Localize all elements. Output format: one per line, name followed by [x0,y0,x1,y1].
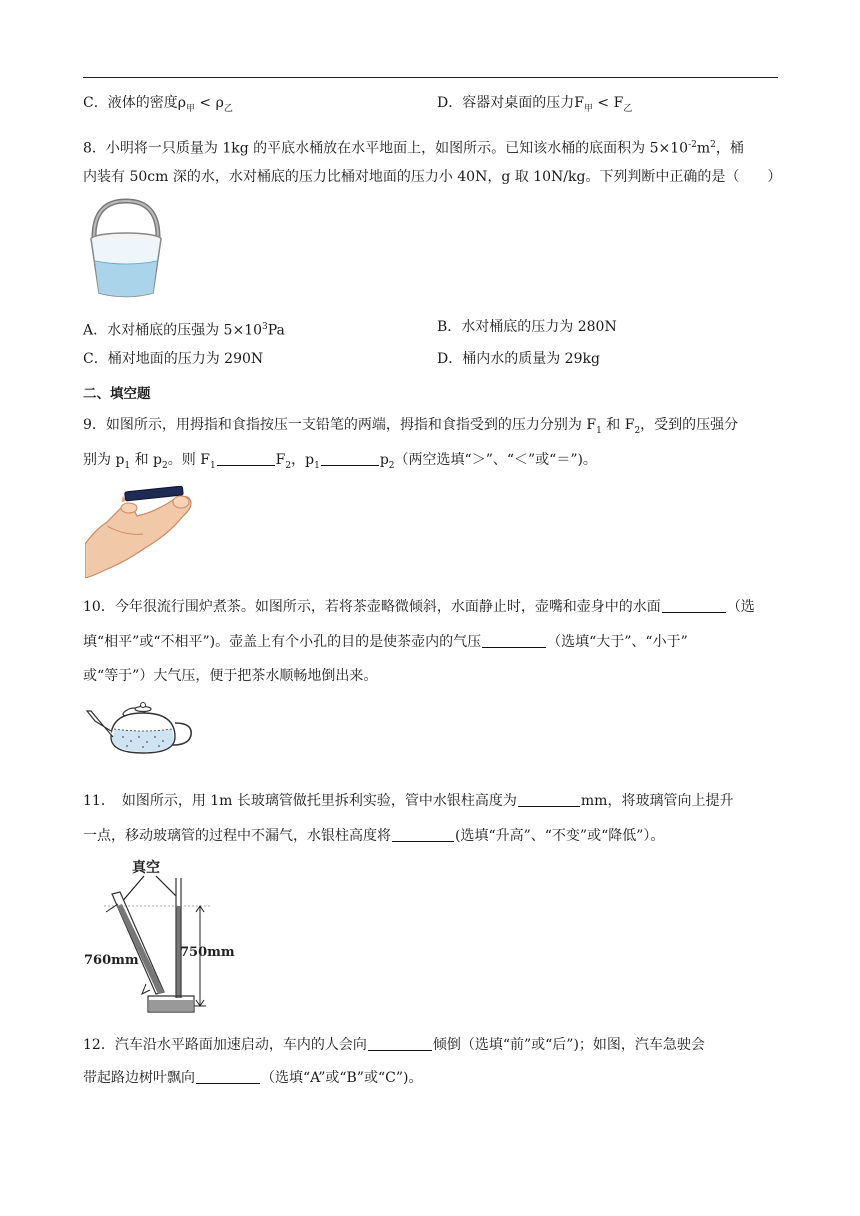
q12-stem-line2: 带起路边树叶飘向 （选填“A”或“B”或“C”)。 [83,1070,423,1086]
vacuum-label: 真空 [132,860,160,876]
torricelli-figure [84,856,244,1014]
q11-blank-1[interactable] [518,792,580,807]
q11-blank-2[interactable] [392,827,454,842]
q9-blank-1[interactable] [217,451,275,466]
q10-stem-line2: 填“相平”或“不相平”)。壶盖上有个小孔的目的是使茶壶内的气压 （选填“大于”、“小于” [83,634,688,650]
q10-stem-line1: 10．今年很流行围炉煮茶。如图所示，若将茶壶略微倾斜，水面静止时，壶嘴和壶身中的水面 （选 [83,599,755,615]
q7-option-c: C．液体的密度$\rho_甲 < \rho_乙$ [83,95,233,114]
q11-stem-line2: 一点，移动玻璃管的过程中不漏气，水银柱高度将 (选填“升高”、“不变”或“降低”）。 [83,828,665,844]
q10-stem-line3: 或“等于”）大气压，便于把茶水顺畅地倒出来。 [83,668,378,684]
q11-stem-line1: 11． 如图所示，用 1m 长玻璃管做托里拆利实验，管中水银柱高度为 mm，将玻璃管向上提升 [83,793,734,809]
q8-option-b: B．水对桶底的压力为 280N [437,319,617,335]
bucket-figure [86,197,166,301]
label-750mm: 750mm [180,945,235,960]
q8-stem-line2: 内装有 50cm 深的水，水对桶底的压力比桶对地面的压力小 40N，g 取 10N/kg。下列判断中正确的是（ ） [83,169,782,185]
q8-stem-line1: 8．小明将一只质量为 1kg 的平底水桶放在水平地面上，如图所示。已知该水桶的底面积为 $5\times 10^{-2}m^2$，桶 [83,140,744,157]
q9-blank-2[interactable] [321,451,379,466]
label-760mm: 760mm [84,953,139,968]
header-rule [83,77,778,78]
pencil-fingers-figure [85,486,205,578]
q10-blank-1[interactable] [662,598,726,613]
q9-stem-line2: 别为 $p_1$ 和 $p_2$。则 $F_1$ $F_2$，$p_1$ $p_2$（两空选填“＞”、“＜”或“＝”)。 [83,452,597,471]
q8-option-a: A．水对桶底的压强为 $5\times 10^3Pa$ [83,322,285,339]
q8-option-c: C．桶对地面的压力为 290N [83,351,264,367]
q12-blank-2[interactable] [196,1069,260,1084]
section-title: 二、填空题 [83,386,151,402]
q12-blank-1[interactable] [368,1036,432,1051]
q12-stem-line1: 12．汽车沿水平路面加速启动，车内的人会向 倾倒（选填“前”或“后”)；如图，汽车急驶会 [83,1037,705,1053]
q10-blank-2[interactable] [482,633,546,648]
q7-option-d: D．容器对桌面的压力$F_甲 < F_乙$ [437,95,633,114]
teapot-figure [81,697,201,757]
q9-stem-line1: 9．如图所示，用拇指和食指按压一支铅笔的两端，拇指和食指受到的压力分别为 $F_1$ 和 $F_2$，受到的压强分 [83,417,739,436]
q8-option-d: D．桶内水的质量为 29kg [437,351,600,367]
